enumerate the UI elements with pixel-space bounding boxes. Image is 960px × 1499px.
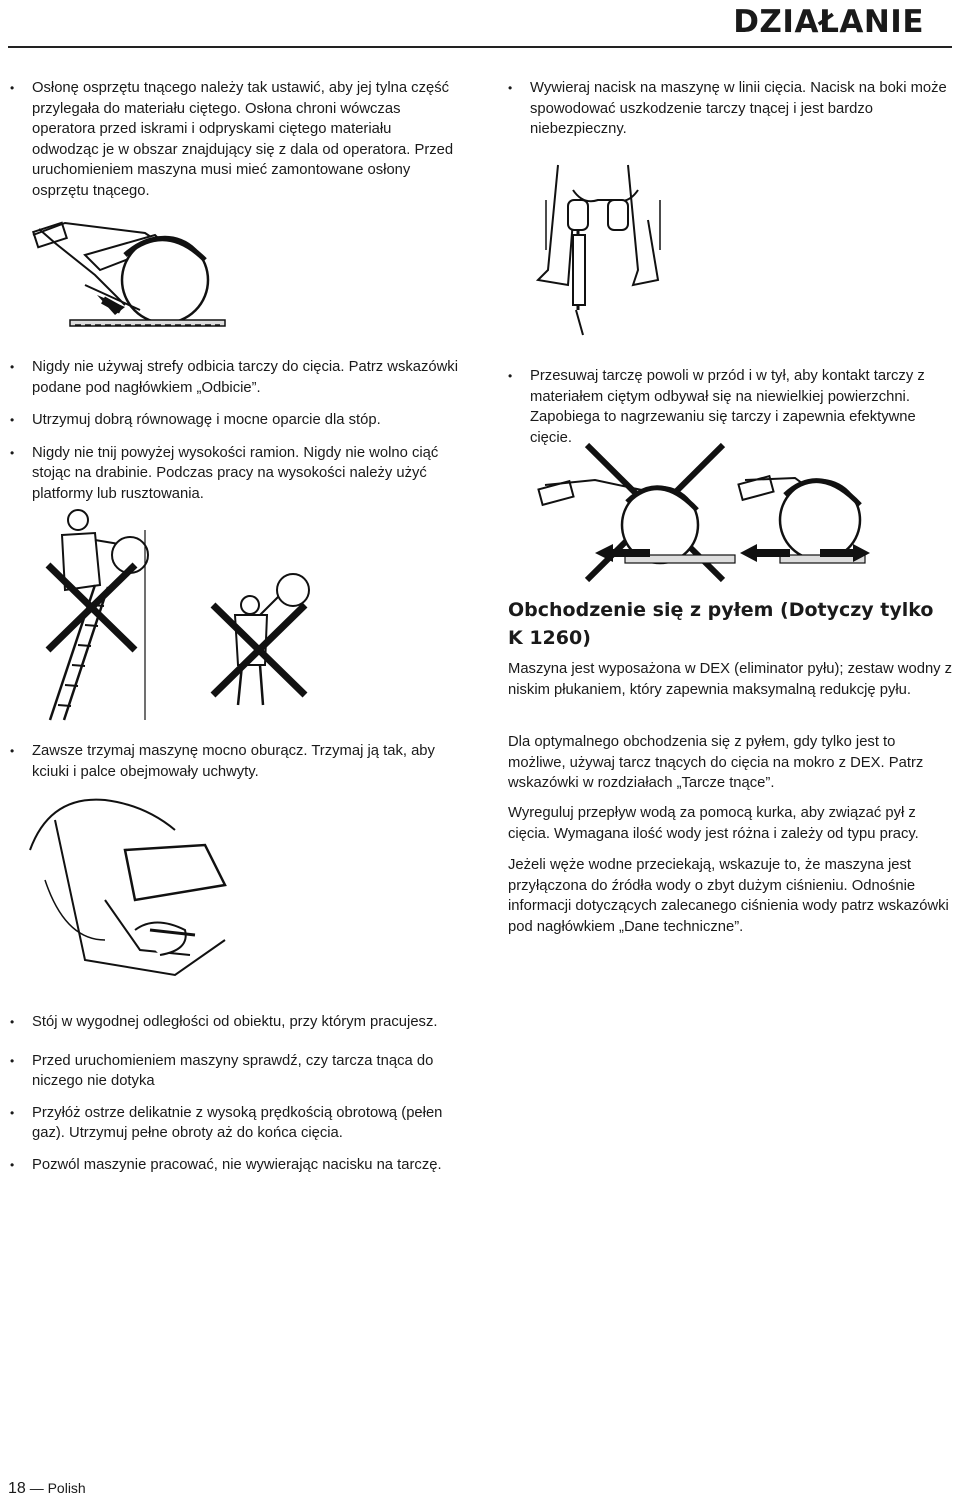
- cut-off-saw-guard-illustration: [25, 215, 235, 335]
- page-number: 18: [8, 1480, 26, 1497]
- list-item: • Utrzymuj dobrą równowagę i mocne oparcie dla stóp.: [10, 410, 460, 431]
- guard-bullet-list: [10, 78, 460, 213]
- list-item: • Przed uruchomieniem maszyny sprawdź, czy tarcza tnąca do niczego nie dotyka: [10, 1051, 465, 1092]
- list-item: • Stój w wygodnej odległości od obiektu, przy którym pracujesz.: [10, 1012, 465, 1033]
- dust-heading: Obchodzenie się z pyłem (Dotyczy tylko K 1260): [508, 599, 934, 649]
- dust-paragraph: Dla optymalnego obchodzenia się z pyłem, gdy tylko jest to możliwe, używaj tarcz tnących do cięcia na mokro z DEX. Patrz wskazówki w rozdziałach „Tarcze tnące”.: [508, 734, 924, 791]
- footer-dash: —: [29, 1480, 44, 1496]
- ladder-crossed-illustration: [40, 505, 180, 725]
- pressure-bullet-list: [508, 78, 953, 152]
- page-title: DZIAŁANIE: [733, 4, 924, 40]
- above-shoulder-crossed-illustration: [205, 570, 315, 710]
- grip-bullet-list: [10, 741, 460, 794]
- list-item: • Osłonę osprzętu tnącego należy tak ustawić, aby jej tylna część przylegała do materiału ciętego. Osłona chroni wówczas operatora przed iskrami i odpryskami ciętego materiału odwodząc je w obszar znajdujący się z dala od operatora. Przed uruchomieniem maszyna musi mieć zamontowane osłony osprzętu tnącego.: [10, 78, 460, 201]
- footer-language: Polish: [47, 1480, 86, 1496]
- list-item: • Zawsze trzymaj maszynę mocno oburącz. Trzymaj ją tak, aby kciuki i palce obejmowały uchwyty.: [10, 741, 460, 782]
- header-rule: [8, 46, 952, 48]
- dust-paragraph: Wyreguluj przepływ wodą za pomocą kurka, aby związać pył z cięcia. Wymagana ilość wody jest różna i zależy od typu pracy.: [508, 805, 919, 842]
- two-hand-grip-illustration: [25, 790, 275, 980]
- list-item: • Wywieraj nacisk na maszynę w linii cięcia. Nacisk na boki może spowodować uszkodzenie tarczy tnącej i jest bardzo niebezpieczny.: [508, 78, 953, 140]
- operator-pressing-saw-illustration: [528, 160, 688, 340]
- list-item: • Nigdy nie tnij powyżej wysokości ramion. Nigdy nie wolno ciąć stojąc na drabinie. Podczas pracy na wysokości należy użyć platformy lub rusztowania.: [10, 443, 460, 505]
- list-item: • Przesuwaj tarczę powoli w przód i w tył, aby kontakt tarczy z materiałem ciętym odbywał się na niewielkiej powierzchni. Zapobiega to nagrzewaniu się tarczy i zapewnia efektywne cięcie.: [508, 366, 953, 448]
- list-item: • Nigdy nie używaj strefy odbicia tarczy do cięcia. Patrz wskazówki podane pod nagłówkiem „Odbicie”.: [10, 357, 460, 398]
- safety-bullet-list: [10, 357, 460, 516]
- dust-paragraph: Maszyna jest wyposażona w DEX (eliminator pyłu); zestaw wodny z niskim płukaniem, który zapewnia maksymalną redukcję pyłu.: [508, 661, 953, 698]
- list-item: • Przyłóż ostrze delikatnie z wysoką prędkością obrotową (pełen gaz). Utrzymuj pełne obroty aż do końca cięcia.: [10, 1103, 465, 1144]
- start-bullet-list: [10, 1012, 465, 1187]
- page-footer: [8, 1480, 86, 1498]
- side-pressure-crossed-illustration: [535, 440, 880, 585]
- list-item: • Pozwól maszynie pracować, nie wywierając nacisku na tarczę.: [10, 1155, 465, 1176]
- dust-paragraph: Jeżeli węże wodne przeciekają, wskazuje to, że maszyna jest przyłączona do źródła wody o zbyt dużym ciśnieniu. Odnośnie informacji dotyczących zalecanego ciśnienia wody patrz wskazówki pod nagłówkiem „Dane techniczne”.: [508, 857, 949, 935]
